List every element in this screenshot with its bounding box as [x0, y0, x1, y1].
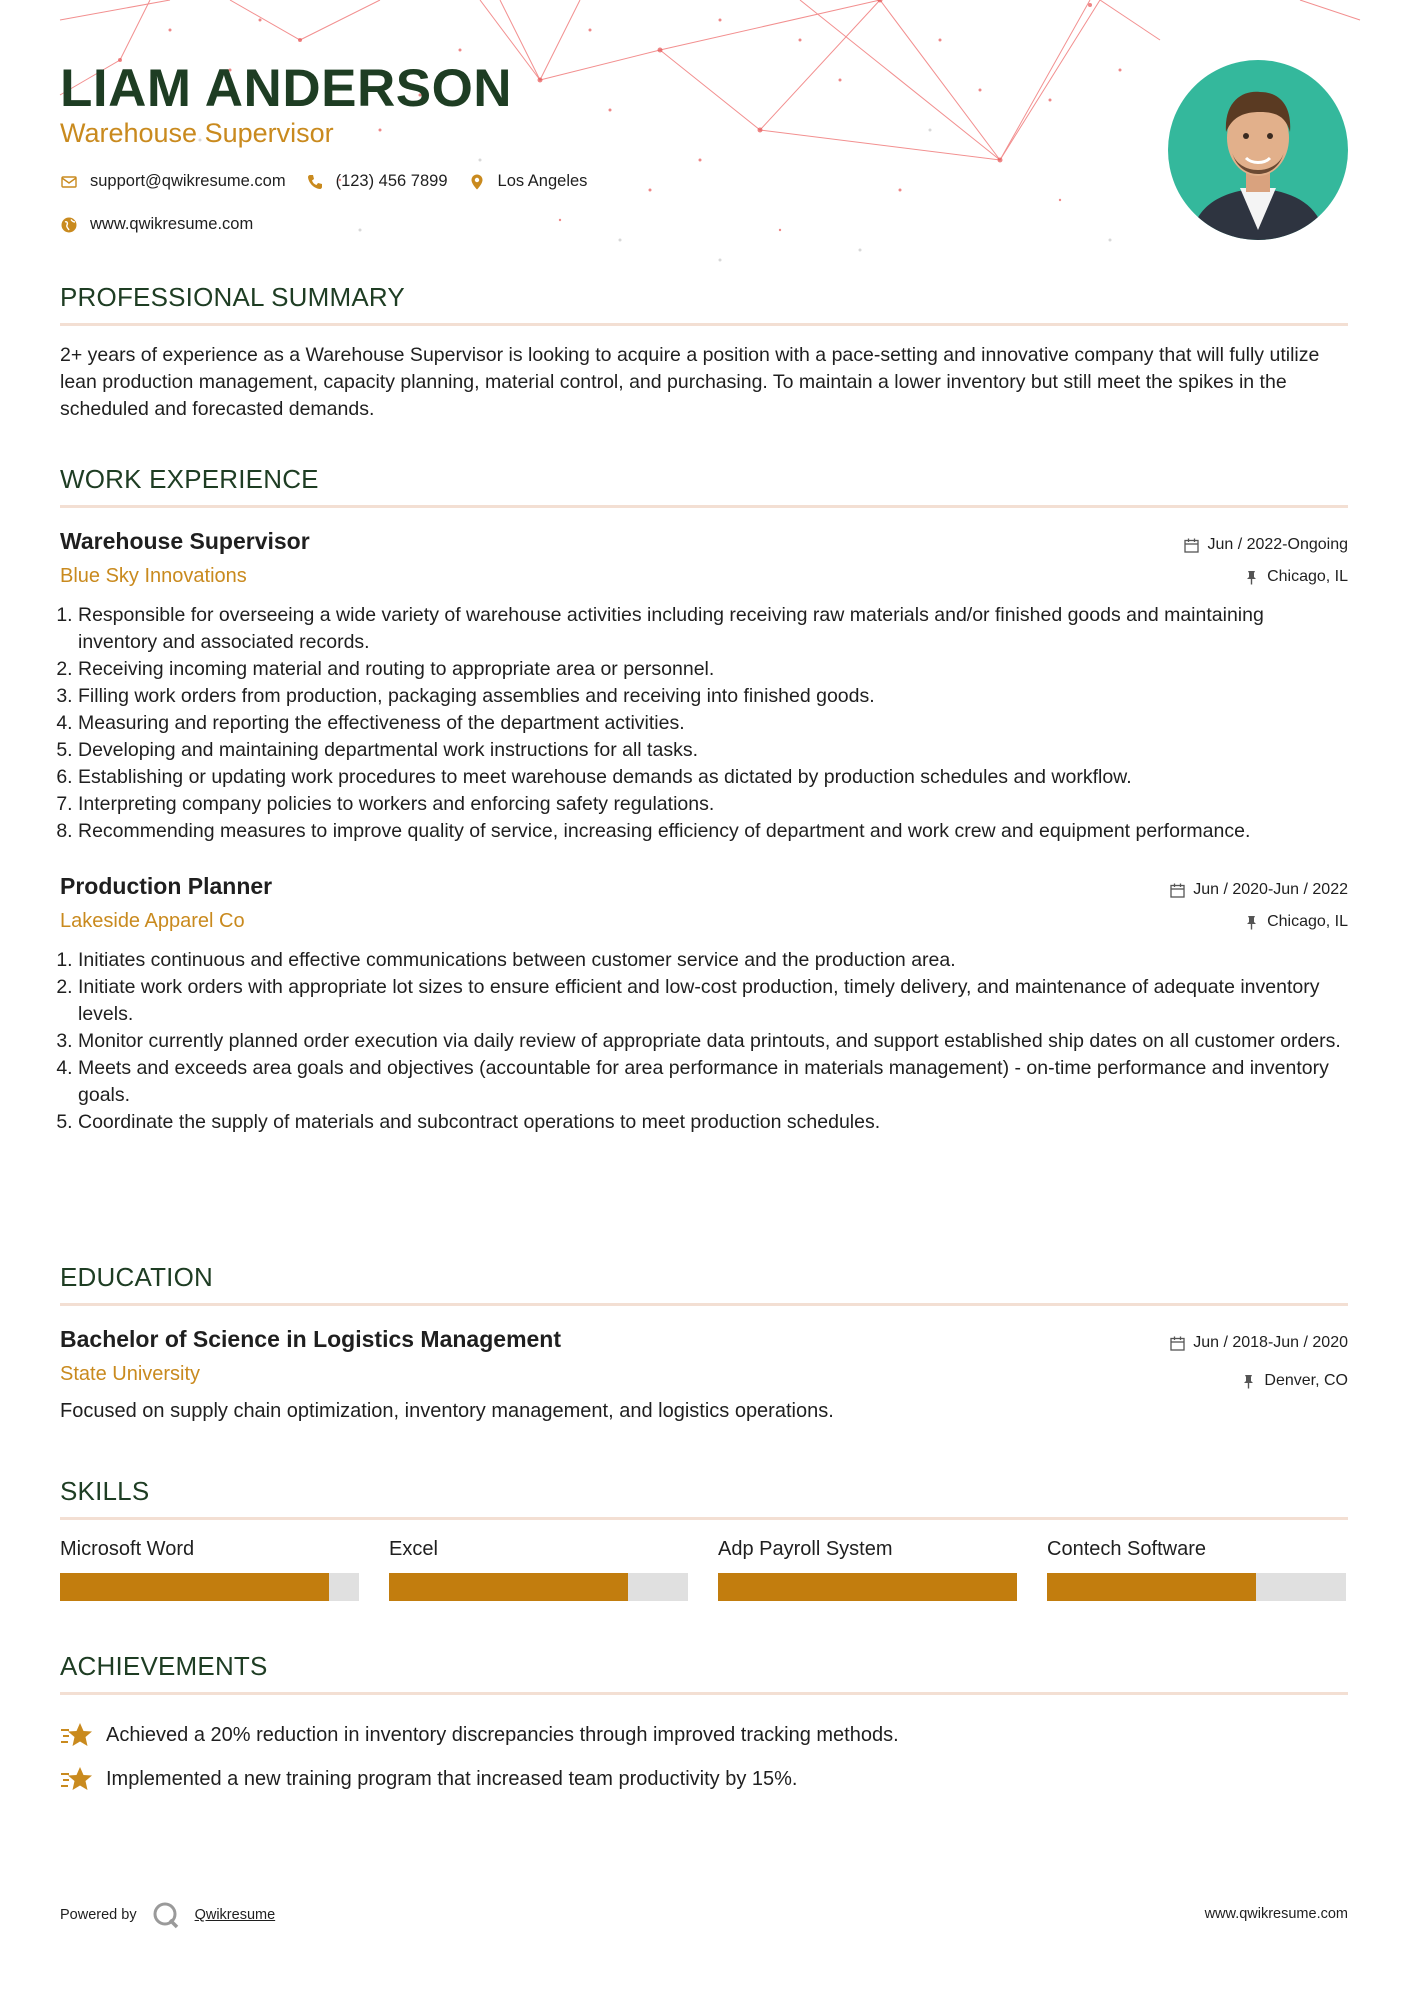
avatar — [1168, 60, 1348, 240]
skill-bar-fill — [1047, 1573, 1256, 1601]
skills-title: SKILLS — [60, 1476, 1348, 1520]
candidate-role: Warehouse Supervisor — [60, 118, 334, 148]
calendar-icon — [1170, 1336, 1185, 1351]
experience-title: WORK EXPERIENCE — [60, 464, 1348, 508]
qwikresume-link[interactable]: Qwikresume — [194, 1907, 276, 1923]
achievement-item — [60, 1713, 1348, 1757]
skill-bar-fill — [389, 1573, 628, 1601]
achievements-list — [60, 1713, 1348, 1801]
list-item: 6. Establishing or updating work procedures to meet warehouse demands as dictated by production schedules and workflow. — [78, 764, 1348, 791]
skill-name: Contech Software — [1047, 1538, 1206, 1560]
skills-section — [60, 1476, 1348, 1601]
website-text: www.qwikresume.com — [90, 215, 254, 233]
job-bullets — [60, 947, 1348, 1136]
list-item: 4. Meets and exceeds area goals and objectives (accountable for area performance in materials management) - on-time performance and inventory goals. — [78, 1055, 1348, 1109]
list-item: 4. Measuring and reporting the effectiveness of the department activities. — [78, 710, 1348, 737]
skills-list — [60, 1538, 1348, 1601]
contact-location — [468, 172, 588, 191]
education-title: EDUCATION — [60, 1262, 1348, 1306]
skill-item — [60, 1538, 359, 1601]
list-item: 3. Filling work orders from production, packaging assemblies and receiving into finished goods. — [78, 683, 1348, 710]
list-item: 3. Monitor currently planned order execution via daily review of appropriate data printouts, and support established ship dates on all customer orders. — [78, 1028, 1348, 1055]
qwikresume-logo-icon — [151, 1900, 181, 1930]
skill-bar — [1047, 1573, 1346, 1601]
list-item: 1. Initiates continuous and effective communications between customer service and the production area. — [78, 947, 1348, 974]
skill-item — [718, 1538, 1017, 1601]
job-date: Jun / 2022-Ongoing — [1207, 536, 1348, 553]
achievement-text: Implemented a new training program that increased team productivity by 15%. — [106, 1767, 798, 1790]
envelope-icon — [60, 173, 78, 191]
calendar-icon — [1170, 883, 1185, 898]
list-item: 7. Interpreting company policies to workers and enforcing safety regulations. — [78, 791, 1348, 818]
profile-photo — [1168, 60, 1348, 240]
achievement-item — [60, 1757, 1348, 1801]
education-date: Jun / 2018-Jun / 2020 — [1193, 1334, 1348, 1351]
footer — [60, 1900, 1348, 1930]
education-section — [60, 1262, 1348, 1423]
list-item: 2. Initiate work orders with appropriate lot sizes to ensure efficient and low-cost production, timely delivery, and maintenance of adequate inventory levels. — [78, 974, 1348, 1028]
skill-name: Microsoft Word — [60, 1538, 195, 1560]
job-company: Blue Sky Innovations — [60, 565, 247, 587]
job-entry — [60, 528, 1348, 845]
powered-by-text: Powered by — [60, 1907, 137, 1923]
skill-bar-fill — [60, 1573, 329, 1601]
summary-title: PROFESSIONAL SUMMARY — [60, 282, 1348, 326]
list-item: 2. Receiving incoming material and routing to appropriate area or personnel. — [78, 656, 1348, 683]
achievements-section — [60, 1651, 1348, 1801]
summary-text: 2+ years of experience as a Warehouse Supervisor is looking to acquire a position with a pace-setting and innovative company that will fully utilize lean production management, capacity planning, material control, and purchasing. To maintain a lower inventory but still meet the spikes in the scheduled and forecasted demands. — [60, 344, 1320, 420]
contact-row-2 — [60, 215, 263, 234]
list-item: 8. Recommending measures to improve quality of service, increasing efficiency of department and work crew and equipment performance. — [78, 818, 1348, 845]
pushpin-icon — [1241, 1374, 1256, 1389]
star-award-icon — [60, 1765, 92, 1793]
school: State University — [60, 1363, 201, 1385]
degree: Bachelor of Science in Logistics Management — [60, 1326, 562, 1352]
list-item: 5. Coordinate the supply of materials and subcontract operations to meet production schedules. — [78, 1109, 1348, 1136]
skill-name: Adp Payroll System — [718, 1538, 893, 1560]
footer-website[interactable]: www.qwikresume.com — [1204, 1906, 1348, 1922]
skill-bar-fill — [718, 1573, 1017, 1601]
phone-text: (123) 456 7899 — [335, 172, 448, 190]
map-pin-icon — [468, 173, 486, 191]
skill-name: Excel — [389, 1538, 438, 1560]
summary-section — [60, 282, 1348, 423]
contact-email[interactable] — [60, 172, 286, 191]
pushpin-icon — [1244, 915, 1259, 930]
star-award-icon — [60, 1721, 92, 1749]
location-text: Los Angeles — [497, 172, 588, 190]
education-meta — [1170, 1332, 1348, 1392]
job-date: Jun / 2020-Jun / 2022 — [1193, 881, 1348, 898]
education-description: Focused on supply chain optimization, inventory management, and logistics operations. — [60, 1400, 834, 1422]
achievements-title: ACHIEVEMENTS — [60, 1651, 1348, 1695]
contact-row — [60, 172, 597, 191]
job-title: Warehouse Supervisor — [60, 528, 310, 554]
skill-item — [1047, 1538, 1346, 1601]
calendar-icon — [1184, 538, 1199, 553]
phone-icon — [306, 173, 324, 191]
candidate-name: LIAM ANDERSON — [60, 59, 513, 118]
education-entry — [60, 1326, 1348, 1423]
job-title: Production Planner — [60, 873, 273, 899]
education-location: Denver, CO — [1264, 1372, 1348, 1389]
email-text: support@qwikresume.com — [90, 172, 286, 190]
pushpin-icon — [1244, 570, 1259, 585]
contact-phone[interactable] — [306, 172, 448, 191]
job-company: Lakeside Apparel Co — [60, 910, 245, 932]
contact-website[interactable] — [60, 215, 253, 234]
job-location: Chicago, IL — [1267, 568, 1348, 585]
job-entry — [60, 873, 1348, 1136]
skill-bar — [389, 1573, 688, 1601]
job-meta — [1170, 879, 1348, 933]
skill-bar — [718, 1573, 1017, 1601]
skill-bar — [60, 1573, 359, 1601]
skill-item — [389, 1538, 688, 1601]
job-bullets — [60, 602, 1348, 845]
achievement-text: Achieved a 20% reduction in inventory discrepancies through improved tracking methods. — [106, 1723, 899, 1746]
job-location: Chicago, IL — [1267, 913, 1348, 930]
globe-icon — [60, 216, 78, 234]
list-item: 5. Developing and maintaining departmental work instructions for all tasks. — [78, 737, 1348, 764]
list-item: 1. Responsible for overseeing a wide variety of warehouse activities including receiving raw materials and/or finished goods and maintaining inventory and associated records. — [78, 602, 1348, 656]
experience-section — [60, 464, 1348, 1136]
job-meta — [1184, 534, 1348, 588]
